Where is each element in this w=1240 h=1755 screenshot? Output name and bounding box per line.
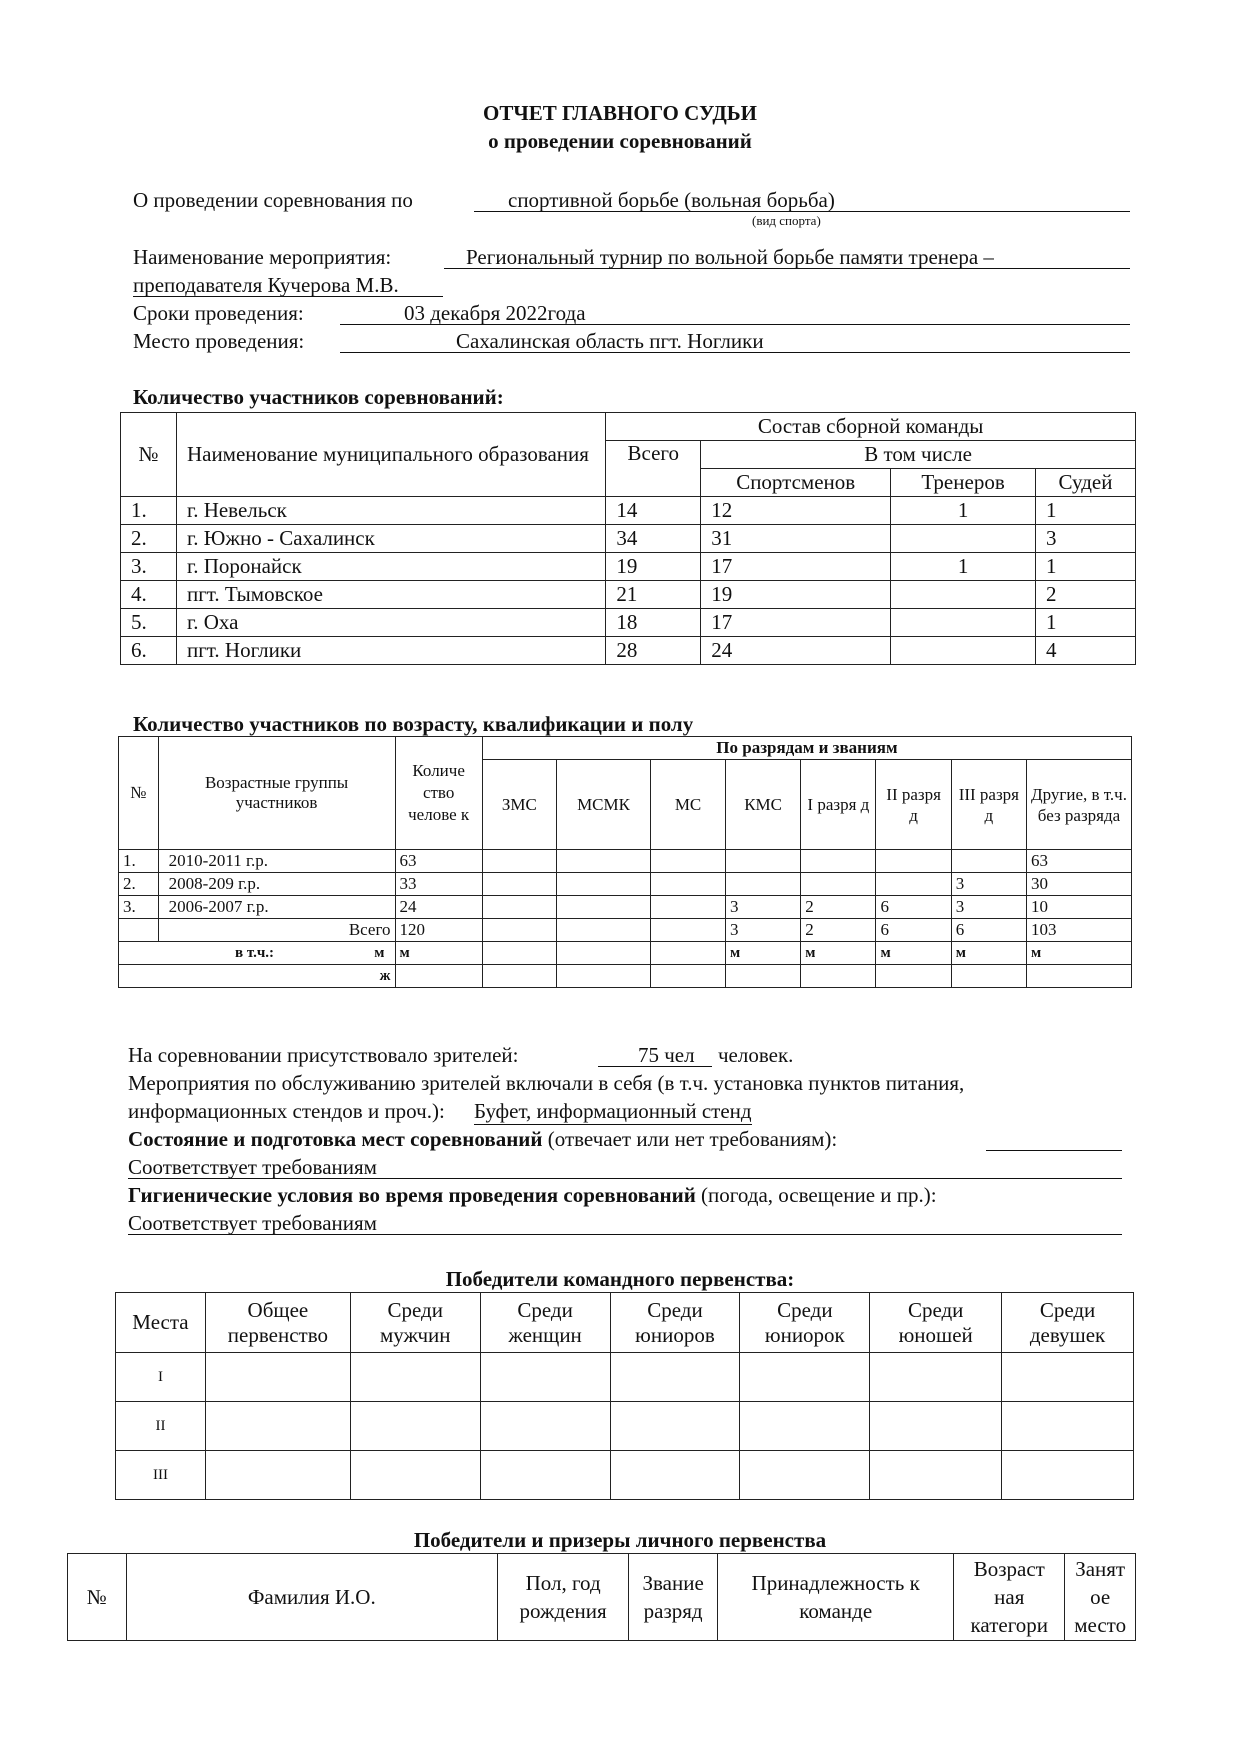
- teams-cell-n: 2.: [121, 525, 177, 553]
- ages-m-count: м: [395, 942, 482, 965]
- teams-cell-coaches: [891, 609, 1036, 637]
- individual-heading: Победители и призеры личного первенства: [413, 1528, 827, 1552]
- teams-cell-total: 14: [606, 497, 701, 525]
- table-row: [119, 850, 1132, 873]
- teams-cell-coaches: [891, 637, 1036, 665]
- ages-cell-rank: [482, 873, 556, 896]
- ages-rank-col: II разря д: [876, 760, 951, 850]
- teams-col-athletes: Спортсменов: [701, 469, 891, 497]
- ages-cell-rank: [482, 850, 556, 873]
- ages-cell-rank: [801, 850, 876, 873]
- state-line: [128, 1126, 837, 1152]
- ages-f-cell: [556, 965, 650, 988]
- team-winners-col: Среди девушек: [1002, 1293, 1134, 1353]
- ages-cell-rank: [482, 896, 556, 919]
- sport-underline: [474, 211, 1130, 212]
- spectators-value: 75 чел: [638, 1043, 695, 1067]
- hygiene-bold: Гигиенические условия во время проведения соревнований: [128, 1183, 696, 1207]
- ages-heading: Количество участников по возрасту, квалификации и полу: [133, 712, 694, 736]
- teams-cell-judges: 4: [1036, 637, 1136, 665]
- ages-cell-count: 63: [395, 850, 482, 873]
- team-winners-cell: [205, 1451, 350, 1500]
- table-row: [116, 1402, 1134, 1451]
- ages-cell-group: 2006-2007 г.р.: [158, 896, 395, 919]
- table-row: [121, 553, 1136, 581]
- ages-f-cell: [876, 965, 951, 988]
- ages-cell-rank: 2: [801, 896, 876, 919]
- teams-col-judges: Судей: [1036, 469, 1136, 497]
- teams-cell-total: 21: [606, 581, 701, 609]
- ages-m-rank: м: [726, 942, 801, 965]
- ages-cell-group: 2008-209 г.р.: [158, 873, 395, 896]
- teams-cell-name: пгт. Тымовское: [176, 581, 605, 609]
- teams-heading: Количество участников соревнований:: [133, 385, 504, 409]
- teams-cell-name: г. Оха: [176, 609, 605, 637]
- team-winners-col: Места: [116, 1293, 206, 1353]
- ages-m-rank: м: [801, 942, 876, 965]
- teams-cell-total: 18: [606, 609, 701, 637]
- ages-m-rank: [482, 942, 556, 965]
- ages-cell-count: 33: [395, 873, 482, 896]
- teams-cell-name: г. Южно - Сахалинск: [176, 525, 605, 553]
- teams-cell-athletes: 12: [701, 497, 891, 525]
- ages-total-rank: 6: [951, 919, 1026, 942]
- page-subtitle: о проведении соревнований: [488, 129, 752, 153]
- ages-cell-num: 1.: [119, 850, 159, 873]
- ages-rank-col: Другие, в т.ч. без разряда: [1026, 760, 1131, 850]
- team-winners-table: [115, 1292, 1134, 1500]
- state-underline-end: [986, 1150, 1122, 1151]
- ages-male-row: [119, 942, 1132, 965]
- ages-total-row: [119, 919, 1132, 942]
- ages-col-num: №: [119, 737, 159, 850]
- team-winners-cell: [1002, 1451, 1134, 1500]
- individual-table: [67, 1553, 1136, 1641]
- team-winners-place: II: [116, 1402, 206, 1451]
- team-winners-cell: [1002, 1402, 1134, 1451]
- teams-col-incl: В том числе: [701, 441, 1136, 469]
- ages-cell-rank: [651, 850, 726, 873]
- teams-col-coaches: Тренеров: [891, 469, 1036, 497]
- ages-cell-num: 2.: [119, 873, 159, 896]
- ages-rank-col: МСМК: [556, 760, 650, 850]
- teams-cell-coaches: [891, 525, 1036, 553]
- team-winners-cell: [480, 1402, 610, 1451]
- event-value-line1: Региональный турнир по вольной борьбе памяти тренера –: [466, 245, 994, 269]
- ages-total-rank: 2: [801, 919, 876, 942]
- spectators-suffix: человек.: [718, 1043, 794, 1067]
- team-winners-place: III: [116, 1451, 206, 1500]
- ages-cell-rank: [556, 850, 650, 873]
- teams-col-total: Всего: [606, 441, 701, 497]
- ages-col-ranks: По разрядам и званиям: [482, 737, 1131, 760]
- team-winners-col: Среди юниорок: [740, 1293, 870, 1353]
- service-label: информационных стендов и проч.):: [128, 1099, 445, 1123]
- ages-cell-rank: 10: [1026, 896, 1131, 919]
- sport-label: О проведении соревнования по: [133, 188, 413, 212]
- team-winners-cell: [205, 1402, 350, 1451]
- table-row: [116, 1353, 1134, 1402]
- ages-m-rank: м: [951, 942, 1026, 965]
- teams-cell-total: 28: [606, 637, 701, 665]
- ages-f-cell: [726, 965, 801, 988]
- ages-cell-rank: 63: [1026, 850, 1131, 873]
- ages-cell-rank: 3: [951, 873, 1026, 896]
- dates-underline: [340, 324, 1130, 325]
- teams-cell-name: г. Невельск: [176, 497, 605, 525]
- teams-cell-athletes: 19: [701, 581, 891, 609]
- ages-f-cell: [482, 965, 556, 988]
- teams-cell-total: 19: [606, 553, 701, 581]
- dates-label: Сроки проведения:: [133, 301, 304, 325]
- teams-cell-athletes: 17: [701, 553, 891, 581]
- teams-cell-judges: 1: [1036, 553, 1136, 581]
- teams-cell-name: г. Поронайск: [176, 553, 605, 581]
- team-winners-cell: [870, 1353, 1002, 1402]
- teams-cell-n: 4.: [121, 581, 177, 609]
- table-row: [119, 896, 1132, 919]
- hygiene-rest: (погода, освещение и пр.):: [701, 1183, 937, 1207]
- state-value-underline: [128, 1178, 1122, 1179]
- spectators-label: На соревновании присутствовало зрителей:: [128, 1043, 519, 1067]
- table-row: [121, 525, 1136, 553]
- team-winners-cell: [740, 1402, 870, 1451]
- table-row: [121, 581, 1136, 609]
- ages-cell-group: 2010-2011 г.р.: [158, 850, 395, 873]
- state-value: Соответствует требованиям: [128, 1155, 377, 1179]
- ages-rank-col: МС: [651, 760, 726, 850]
- team-winners-cell: [870, 1402, 1002, 1451]
- teams-cell-total: 34: [606, 525, 701, 553]
- individual-col: Фамилия И.О.: [126, 1554, 497, 1641]
- individual-col: Возраст ная категори: [954, 1554, 1065, 1641]
- ages-cell-rank: [556, 896, 650, 919]
- teams-cell-athletes: 31: [701, 525, 891, 553]
- team-winners-cell: [610, 1402, 740, 1451]
- ages-cell-rank: 6: [876, 896, 951, 919]
- ages-incl-cell: [119, 942, 396, 965]
- ages-total-count: 120: [395, 919, 482, 942]
- ages-f-cell: [951, 965, 1026, 988]
- teams-cell-judges: 2: [1036, 581, 1136, 609]
- team-winners-col: Среди женщин: [480, 1293, 610, 1353]
- teams-cell-judges: 1: [1036, 609, 1136, 637]
- ages-col-count: Количе ство челове к: [395, 737, 482, 850]
- team-winners-cell: [610, 1451, 740, 1500]
- ages-cell-rank: [876, 873, 951, 896]
- ages-f-cell: [651, 965, 726, 988]
- ages-total-rank: [651, 919, 726, 942]
- ages-rank-col: III разря д: [951, 760, 1026, 850]
- ages-f-cell: [1026, 965, 1131, 988]
- ages-cell-rank: [801, 873, 876, 896]
- ages-total-blank: [119, 919, 159, 942]
- teams-cell-n: 6.: [121, 637, 177, 665]
- hygiene-line: [128, 1182, 937, 1208]
- table-row: [119, 873, 1132, 896]
- team-winners-cell: [740, 1451, 870, 1500]
- team-winners-col: Среди юниоров: [610, 1293, 740, 1353]
- team-winners-cell: [480, 1353, 610, 1402]
- ages-table: [118, 736, 1132, 988]
- ages-cell-rank: [651, 896, 726, 919]
- individual-col: Звание разряд: [629, 1554, 718, 1641]
- teams-cell-judges: 3: [1036, 525, 1136, 553]
- ages-cell-num: 3.: [119, 896, 159, 919]
- ages-m-rank: [651, 942, 726, 965]
- ages-m-rank: м: [1026, 942, 1131, 965]
- team-winners-col: Общее первенство: [205, 1293, 350, 1353]
- event-underline-1: [444, 268, 1130, 269]
- team-winners-cell: [870, 1451, 1002, 1500]
- ages-m-rank: [556, 942, 650, 965]
- teams-cell-judges: 1: [1036, 497, 1136, 525]
- hygiene-value-underline: [128, 1234, 1122, 1235]
- place-underline: [340, 352, 1130, 353]
- service-line: Мероприятия по обслуживанию зрителей включали в себя (в т.ч. установка пунктов питания,: [128, 1071, 965, 1095]
- ages-cell-rank: [726, 850, 801, 873]
- individual-col: Занят ое место: [1065, 1554, 1136, 1641]
- ages-cell-rank: 30: [1026, 873, 1131, 896]
- team-winners-cell: [350, 1451, 480, 1500]
- ages-cell-rank: [556, 873, 650, 896]
- team-winners-cell: [480, 1451, 610, 1500]
- sport-hint: (вид спорта): [752, 213, 821, 228]
- table-row: [121, 497, 1136, 525]
- spectators-underline: [598, 1066, 712, 1067]
- table-row: [121, 637, 1136, 665]
- ages-f-cell: [801, 965, 876, 988]
- ages-m-rank: м: [876, 942, 951, 965]
- sport-value: спортивной борьбе (вольная борьба): [508, 188, 835, 212]
- ages-rank-col: КМС: [726, 760, 801, 850]
- state-rest: (отвечает или нет требованиям):: [547, 1127, 838, 1151]
- teams-col-num: №: [121, 413, 177, 497]
- ages-col-group: Возрастные группы участников: [158, 737, 395, 850]
- dates-value: 03 декабря 2022года: [404, 301, 586, 325]
- ages-total-rank: 103: [1026, 919, 1131, 942]
- table-row: [121, 609, 1136, 637]
- ages-cell-rank: [651, 873, 726, 896]
- ages-cell-rank: 3: [951, 896, 1026, 919]
- ages-cell-rank: [876, 850, 951, 873]
- ages-cell-rank: [726, 873, 801, 896]
- teams-col-group: Состав сборной команды: [606, 413, 1136, 441]
- individual-col: №: [68, 1554, 127, 1641]
- teams-cell-athletes: 24: [701, 637, 891, 665]
- teams-cell-name: пгт. Ноглики: [176, 637, 605, 665]
- ages-total-label: Всего: [158, 919, 395, 942]
- state-bold: Состояние и подготовка мест соревнований: [128, 1127, 543, 1151]
- teams-cell-athletes: 17: [701, 609, 891, 637]
- place-value: Сахалинская область пгт. Ноглики: [456, 329, 764, 353]
- ages-total-rank: 3: [726, 919, 801, 942]
- table-row: [116, 1451, 1134, 1500]
- ages-incl-label: в т.ч.:: [235, 944, 275, 961]
- ages-cell-count: 24: [395, 896, 482, 919]
- ages-female-row: [119, 965, 1132, 988]
- team-winners-place: I: [116, 1353, 206, 1402]
- team-winners-heading: Победители командного первенства:: [445, 1267, 795, 1291]
- team-winners-cell: [350, 1402, 480, 1451]
- ages-cell-rank: [951, 850, 1026, 873]
- event-label: Наименование мероприятия:: [133, 245, 392, 269]
- event-underline-2: [133, 296, 443, 297]
- page-title: ОТЧЕТ ГЛАВНОГО СУДЬИ: [483, 101, 757, 125]
- teams-cell-n: 1.: [121, 497, 177, 525]
- individual-col: Пол, год рождения: [498, 1554, 629, 1641]
- ages-cell-rank: 3: [726, 896, 801, 919]
- ages-rank-col: ЗМС: [482, 760, 556, 850]
- team-winners-cell: [610, 1353, 740, 1402]
- team-winners-col: Среди юношей: [870, 1293, 1002, 1353]
- teams-cell-n: 5.: [121, 609, 177, 637]
- team-winners-cell: [350, 1353, 480, 1402]
- service-value: Буфет, информационный стенд: [474, 1099, 752, 1123]
- ages-total-rank: [482, 919, 556, 942]
- teams-table: [120, 412, 1136, 665]
- team-winners-cell: [1002, 1353, 1134, 1402]
- ages-rank-col: I разря д: [801, 760, 876, 850]
- team-winners-cell: [740, 1353, 870, 1402]
- ages-total-rank: [556, 919, 650, 942]
- teams-cell-coaches: [891, 581, 1036, 609]
- ages-total-rank: 6: [876, 919, 951, 942]
- teams-cell-coaches: 1: [891, 497, 1036, 525]
- team-winners-cell: [205, 1353, 350, 1402]
- teams-cell-coaches: 1: [891, 553, 1036, 581]
- ages-f-label: ж: [119, 965, 396, 988]
- teams-col-name: Наименование муниципального образования: [176, 413, 605, 497]
- event-value-line2: преподавателя Кучерова М.В.: [133, 273, 399, 297]
- place-label: Место проведения:: [133, 329, 305, 353]
- ages-m-label: м: [374, 944, 385, 961]
- hygiene-value: Соответствует требованиям: [128, 1211, 377, 1235]
- teams-cell-n: 3.: [121, 553, 177, 581]
- ages-f-cell: [395, 965, 482, 988]
- team-winners-col: Среди мужчин: [350, 1293, 480, 1353]
- individual-col: Принадлежность к команде: [718, 1554, 954, 1641]
